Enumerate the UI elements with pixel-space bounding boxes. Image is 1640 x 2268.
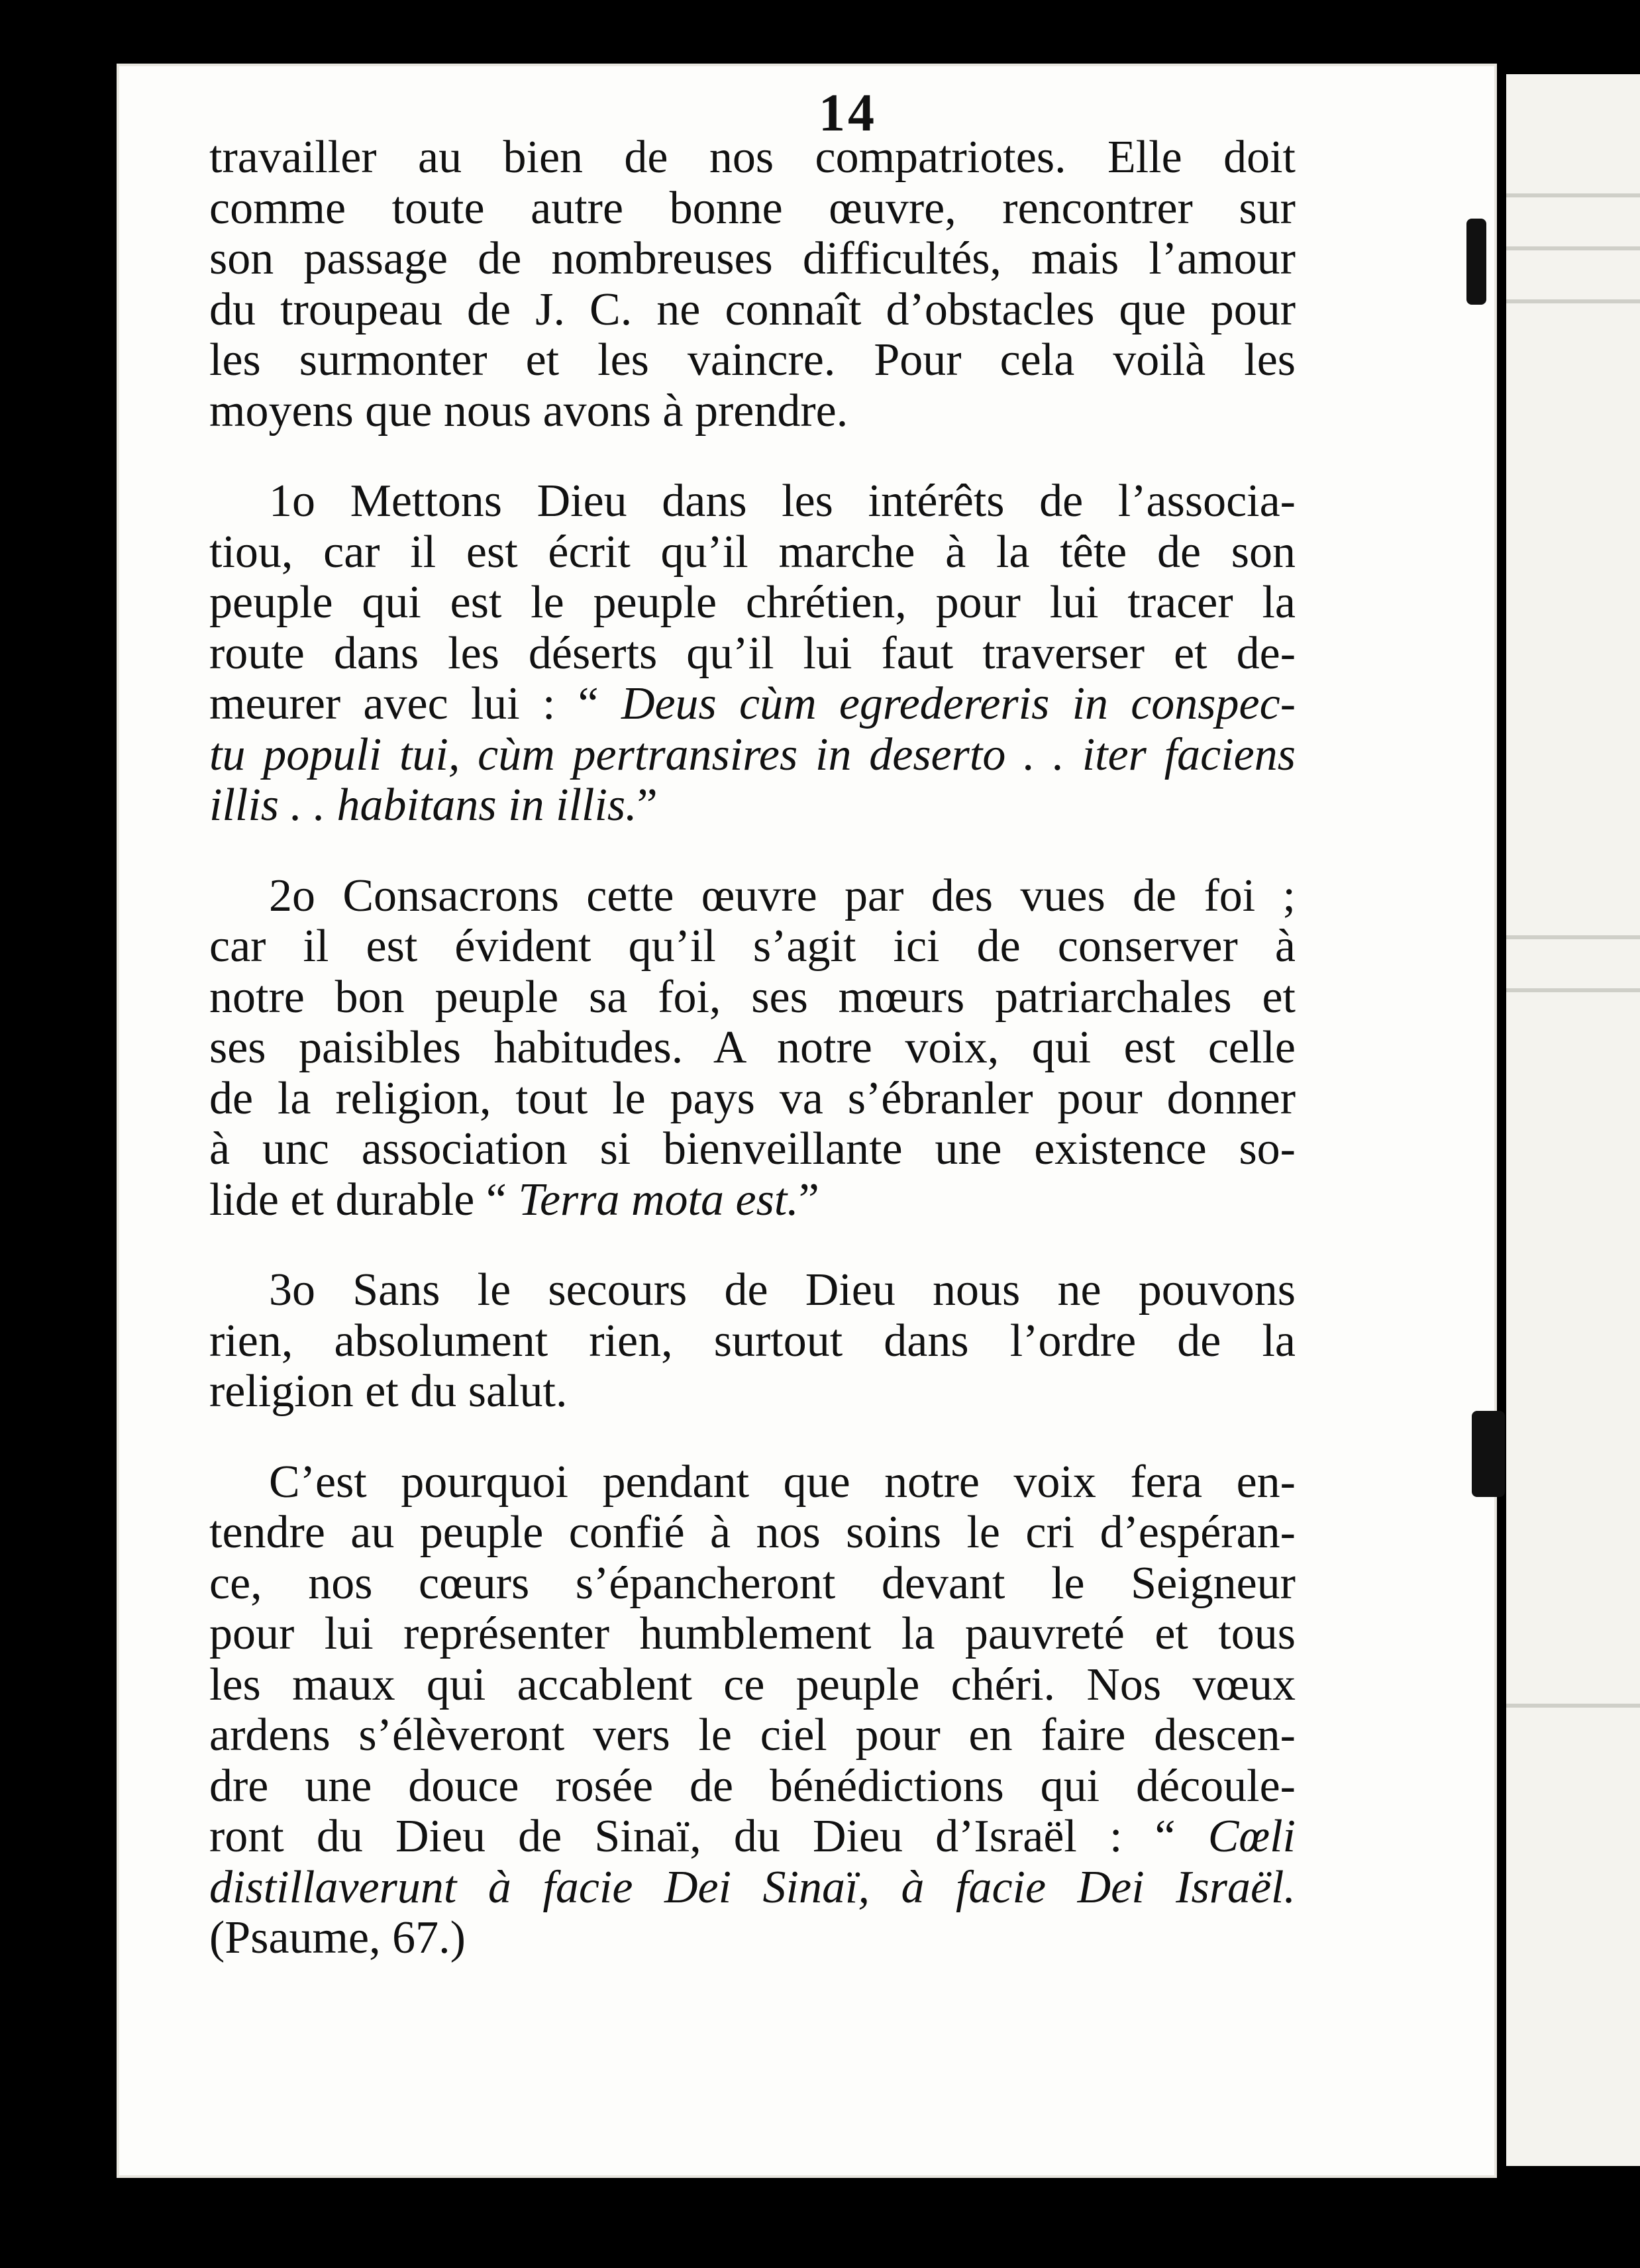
text-line [209,679,1296,730]
text-line: comme toute autre bonne œuvre, rencontrer sur [209,182,1296,234]
text-line: tendre au peuple confié à nos soins le cri d’espéran- [209,1507,1296,1558]
page-number: 14 [819,84,877,142]
binding-mark-bottom [1472,1411,1505,1497]
text-line: dre une douce rosée de bénédictions qui découle- [209,1760,1296,1812]
text-line: du troupeau de J. C. ne connaît d’obstacles que pour [209,284,1296,335]
latin-quote: Cœli [1207,1811,1296,1862]
text-line: pour lui représenter humblement la pauvreté et tous [209,1608,1296,1659]
text-line: tiou, car il est écrit qu’il marche à la tête de son [209,526,1296,578]
text-run: ” [637,780,658,831]
paragraph-1 [209,132,1296,437]
facing-page-edge [1506,74,1640,2166]
text-line: notre bon peuple sa foi, ses mœurs patriarchales et [209,971,1296,1023]
text-line: religion et du salut. [209,1366,568,1417]
text-line: ses paisibles habitudes. A notre voix, qui est celle [209,1022,1296,1073]
text-run: ” [798,1174,819,1225]
paragraph-2 [209,476,1296,831]
text-line: ce, nos cœurs s’épancheront devant le Seigneur [209,1557,1296,1609]
text-line: les maux qui accablent ce peuple chéri. Nos vœux [209,1659,1296,1710]
text-line [209,780,1296,831]
latin-quote: tu populi tui, cùm pertransires in deserto . . iter faciens [209,729,1296,780]
text-line [209,1863,1296,1914]
text-line: peuple qui est le peuple chrétien, pour lui tracer la [209,577,1296,628]
text-line: route dans les déserts qu’il lui faut traverser et de- [209,627,1296,679]
text-line: à unc association si bienveillante une existence so- [209,1123,1296,1174]
text-line: travailler au bien de nos compatriotes. Elle doit [209,132,1296,183]
text-line: les surmonter et les vaincre. Pour cela voilà les [209,335,1296,386]
latin-quote: Terra mota est. [518,1174,799,1225]
text-line: 1o Mettons Dieu dans les intérêts de l’associa- [269,476,1296,527]
paragraph-3 [209,871,1296,1226]
latin-quote: distillaverunt à facie Dei Sinaï, à facie Dei Israël. [209,1861,1296,1913]
text-line: 2o Consacrons cette œuvre par des vues de foi ; [269,870,1296,921]
citation: (Psaume, 67.) [209,1912,466,1963]
text-line: C’est pourquoi pendant que notre voix fera en- [269,1456,1296,1508]
text-line [209,1175,1296,1226]
text-line: car il est évident qu’il s’agit ici de conserver à [209,921,1296,972]
text-line: rien, absolument rien, surtout dans l’ordre de la [209,1315,1296,1366]
latin-quote: illis . . habitans in illis. [209,780,637,831]
text-run: meurer avec lui : “ [209,678,621,729]
text-line: moyens que nous avons à prendre. [209,385,848,437]
text-line [209,1812,1296,1863]
text-run: lide et durable “ [209,1174,519,1225]
latin-quote: Deus cùm egredereris in conspec- [621,678,1296,729]
paragraph-4 [209,1265,1296,1418]
paragraph-5 [209,1457,1296,1964]
text-line: 3o Sans le secours de Dieu nous ne pouvons [269,1264,1296,1315]
text-line: ardens s’élèveront vers le ciel pour en faire descen- [209,1710,1296,1761]
text-line [209,730,1296,781]
page-text [209,132,1296,2004]
text-run: ront du Dieu de Sinaï, du Dieu d’Israël : “ [209,1811,1208,1862]
text-line: son passage de nombreuses difficultés, mais l’amour [209,233,1296,284]
binding-mark-top [1466,219,1486,305]
text-line: de la religion, tout le pays va s’ébranler pour donner [209,1072,1296,1124]
